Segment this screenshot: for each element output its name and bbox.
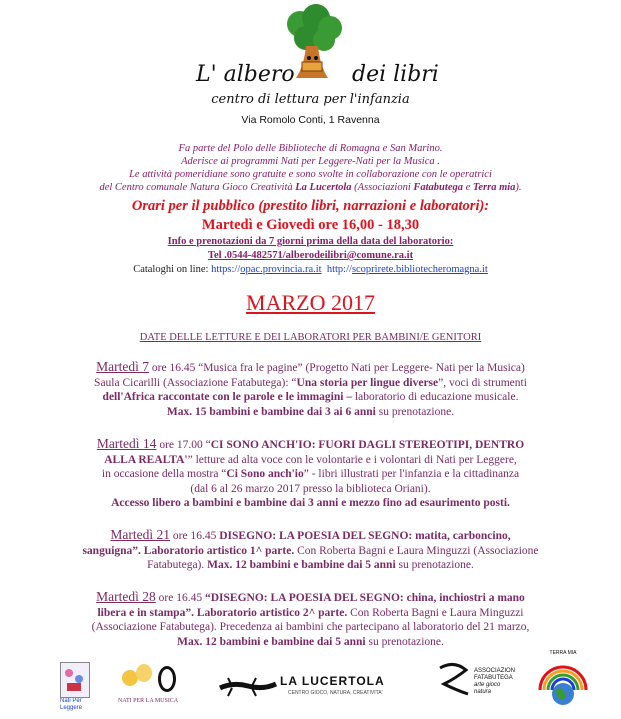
event-2-line-4: (dal 6 al 26 marzo 2017 presso la biblioteca Oriani). [190,482,431,495]
info-line-1: Info e prenotazioni da 7 giorni prima della data del laboratorio: [167,236,454,247]
event-1 [0,360,621,419]
info-contact[interactable]: Tel .0544-482571/alberodeilibri@comune.ra.it [207,250,414,261]
nati-per-leggere-logo: Nati Per Leggere [60,662,90,710]
event-4-line-1: Martedì 28 ore 16.45 “DISEGNO: LA POESIA DEL SEGNO: china, inchiostri a mano [96,589,525,604]
event-2-day: Martedì 14 [96,436,157,451]
intro-line-2: Aderisce ai programmi Nati per Leggere-Nati per la Musica . [181,156,440,167]
catalog-label: Cataloghi on line: [133,264,212,275]
terra-mia-logo: TERRA MIA [534,650,592,712]
dates-heading: DATE DELLE LETTURE E DEI LABORATORI PER BAMBINI/E GENITORI [139,332,482,343]
catalog-line: Cataloghi on line: https://opac.provincia.ra.it http://scoprirete.bibliotecheromagna.it [133,264,488,275]
event-2-line-1: Martedì 14 ore 17.00 “CI SONO ANCH'IO: FUORI DAGLI STEREOTIPI, DENTRO [96,436,525,451]
event-1-line-4: Max. 15 bambini e bambine dai 3 ai 6 anni su prenotazione. [166,405,455,418]
intro-line-4: del Centro comunale Natura Gioco Creatività La Lucertola (Associazioni Fatabutega e Terra mia). [99,182,522,193]
event-2-line-2: ALLA REALTA'” letture ad alta voce con le volontarie e i volontari di Nati per Leggere, [104,453,517,466]
la-lucertola-logo: LA LUCERTOLA CENTRO GIOCO, NATURA, CREATIVITA' [218,672,408,702]
hours-times: Martedì e Giovedì ore 16,00 - 18,30 [201,217,420,233]
scoprirete-link[interactable]: scoprirete.bibliotecheromagna.it [351,264,488,275]
event-4-line-2: libera e in stampa”. Laboratorio artistico 2^ parte. Con Roberta Bagni e Laura Minguzzi [97,606,524,619]
globe-rainbow-icon [534,656,592,708]
hours-title: Orari per il pubblico (prestito libri, narrazioni e laboratori): [131,198,490,214]
event-3-line-3: Fatabutega). Max. 12 bambini e bambine dai 5 anni su prenotazione. [147,559,474,571]
fatabutega-logo: ASSOCIAZION FATABUTEGA arte gioco natura [436,660,516,710]
address: Via Romolo Conti, 1 Ravenna [241,114,380,126]
event-3-day: Martedì 21 [110,527,171,542]
subtitle: centro di lettura per l'infanzia [211,92,410,107]
event-3-line-2: sanguigna”. Laboratorio artistico 1^ parte. Con Roberta Bagni e Laura Minguzzi (Associazione [82,544,539,557]
event-1-line-1: Martedì 7 ore 16.45 “Musica fra le pagine” (Progetto Nati per Leggere- Nati per la Musica) [96,359,525,374]
event-3-line-1: Martedì 21 ore 16.45 DISEGNO: LA POESIA DEL SEGNO: matita, carboncino, [110,527,511,542]
event-1-line-2: Saula Cicarilli (Associazione Fatabutega): “Una storia per lingue diverse”, voci di strumenti [94,376,527,389]
event-1-day: Martedì 7 [96,359,150,374]
event-1-line-3: dell'Africa raccontate con le parole e le immagini – laboratorio di educazione musicale. [102,391,519,403]
event-2 [0,437,621,511]
event-4-day: Martedì 28 [96,589,156,604]
event-4-line-3: (Associazione Fatabutega). Precedenza ai bambini che partecipano al laboratorio del 21 marzo, [91,621,530,633]
fatabutega-swirl-icon [436,660,472,700]
event-2-line-3: in occasione della mostra “Ci Sono anch'io” - libri illustrati per l'infanzia e la cittadinanza [101,468,520,480]
month-heading: MARZO 2017 [246,290,375,315]
nati-per-la-musica-logo: NATI PER LA MUSICA [118,662,180,710]
event-4-line-4: Max. 12 bambini e bambine dai 5 anni su prenotazione. [177,635,444,648]
event-4 [0,590,621,649]
opac-link[interactable]: opac.provincia.ra.it [240,264,322,275]
intro-line-3: Le attività pomeridiane sono gratuite e sono svolte in collaborazione con le operatrici [129,169,492,180]
intro-line-1: Fa parte del Polo delle Biblioteche di Romagna e San Marino. [178,143,443,154]
event-3 [0,528,621,573]
lizard-icon [218,674,278,700]
logo-text-left: L' albero [196,62,295,87]
logo-text-right: dei libri [352,62,439,87]
event-2-line-5: Accesso libero a bambini e bambine dai 3 anni e mezzo fino ad esaurimento posti. [111,497,510,509]
